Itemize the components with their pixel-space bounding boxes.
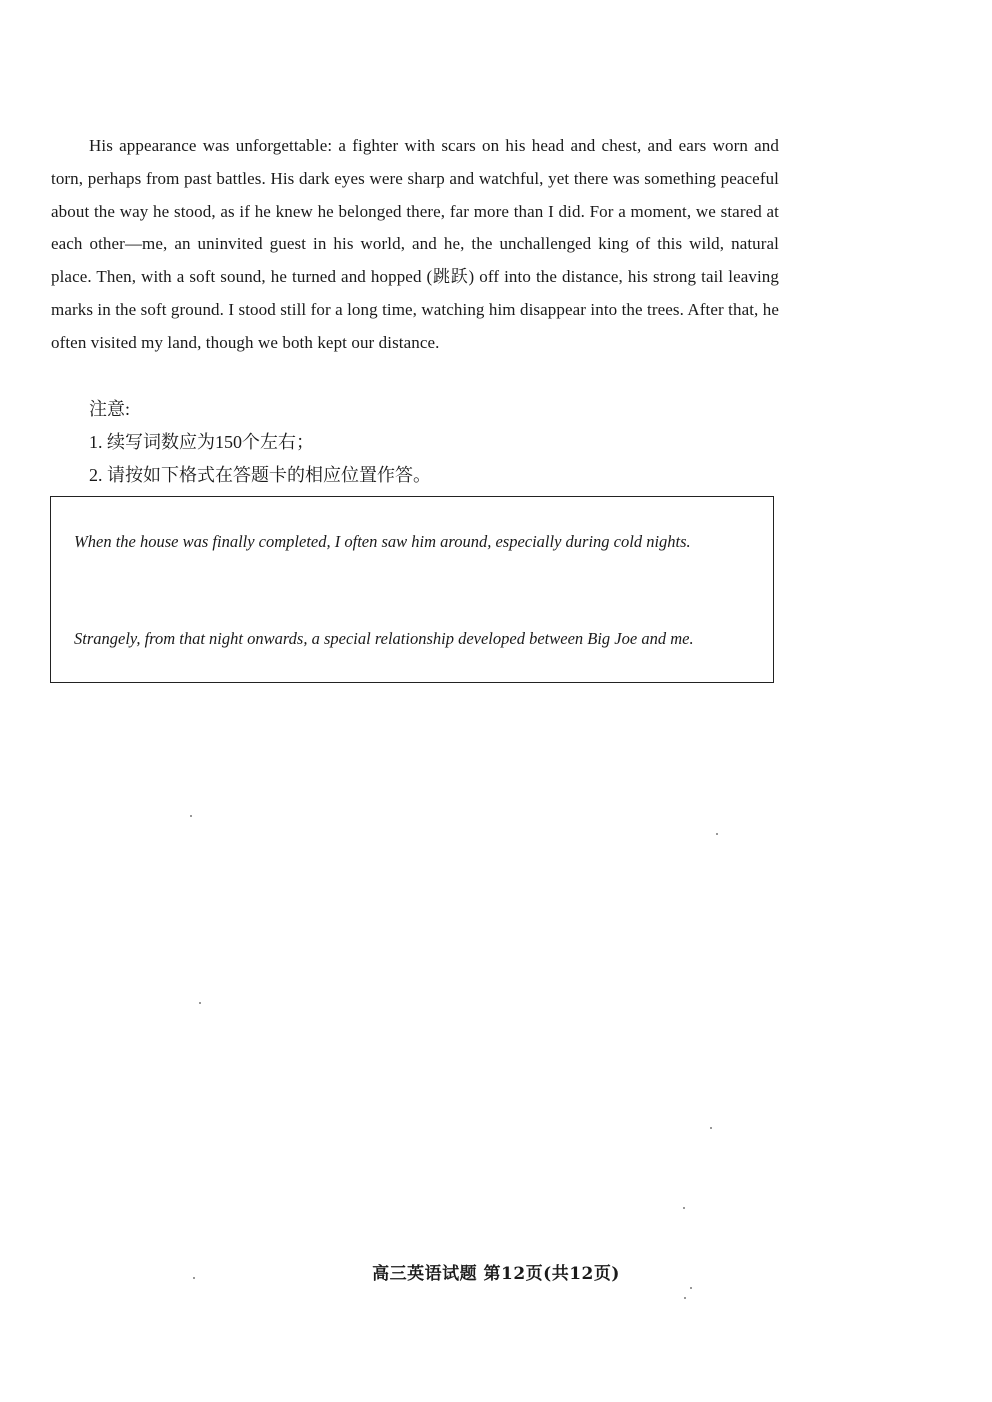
instructions-heading: 注意: xyxy=(89,399,131,419)
answer-format-box xyxy=(50,496,774,683)
instruction-item: 2. 请按如下格式在答题卡的相应位置作答。 xyxy=(89,465,431,485)
scan-speck xyxy=(684,1297,686,1299)
scan-speck xyxy=(690,1287,692,1289)
scan-speck xyxy=(716,833,718,835)
instruction-item: 1. 续写词数应为150个左右； xyxy=(89,432,314,452)
scan-speck xyxy=(193,1277,195,1279)
scan-speck xyxy=(710,1127,712,1129)
continuation-opening-1: When the house was finally completed, I often saw him around, especially during cold nights. xyxy=(74,532,691,551)
continuation-opening-2: Strangely, from that night onwards, a special relationship developed between Big Joe and me. xyxy=(74,629,694,648)
instructions xyxy=(89,393,431,492)
passage-paragraph: His appearance was unforgettable: a fighter with scars on his head and chest, and ears worn and torn, perhaps from past battles. His dark eyes were sharp and watchful, yet there was something peaceful about the way he stood, as if he knew he belonged there, far more than I did. For a moment, we stared at each other—me, an uninvited guest in his world, and he, the unchallenged king of this wild, natural place. Then, with a soft sound, he turned and hopped (跳跃) off into the distance, his strong tail leaving marks in the soft ground. I stood still for a long time, watching him disappear into the trees. After that, he often visited my land, though we both kept our distance. xyxy=(51,136,779,352)
page-footer: 高三英语试题 第12页(共12页) xyxy=(372,1264,620,1284)
scan-speck xyxy=(683,1207,685,1209)
scan-speck xyxy=(199,1002,201,1004)
reading-passage xyxy=(51,130,779,360)
scan-speck xyxy=(190,815,192,817)
